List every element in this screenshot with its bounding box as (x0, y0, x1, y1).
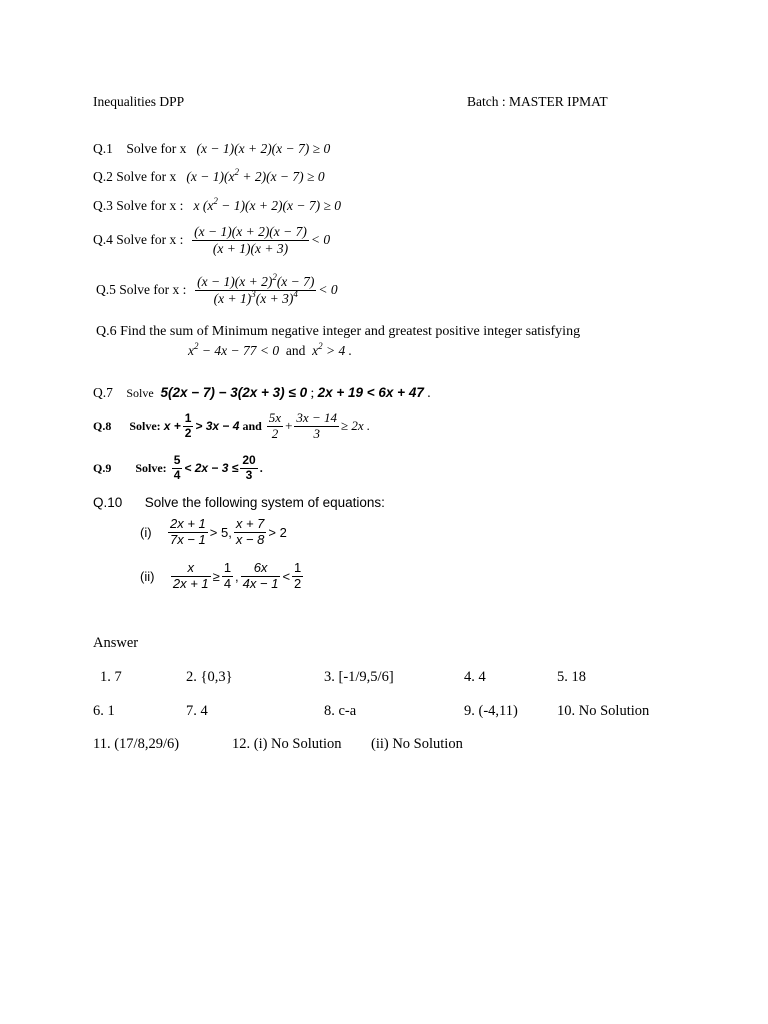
q10-text: Solve the following system of equations: (144, 495, 385, 510)
q9-label: Q.9 (93, 460, 112, 475)
q2-expression: $(x - 1)(x^2 + 2)(x - 7) \ge 0$ (186, 167, 325, 184)
answer-10: 10. No Solution (557, 703, 650, 719)
answer-3: 3. [-1/9,5/6] (324, 669, 394, 685)
question-8: Q.8 Solve: x + $\frac{1}{2}$ > 3x − 4 and $\frac{5x}{2}$ + $\frac{3x - 14}{3}$ ≥ 2x . (93, 410, 371, 441)
q8-solve: Solve: (129, 418, 161, 433)
q4-label: Q.4 Solve for x : (93, 232, 184, 248)
q8-fraction-1: $\frac{1}{2}$ (184, 411, 192, 440)
answer-9: 9. (-4,11) (464, 703, 518, 719)
answer-12-ii: (ii) No Solution (371, 736, 463, 752)
question-3 (93, 198, 341, 214)
answer-heading: Answer (93, 635, 139, 651)
answer-1: 1. 7 (100, 669, 122, 685)
q9-solve: Solve: (135, 460, 167, 475)
q5-relation: < 0 (318, 282, 338, 298)
question-10-part-i: (i) $\frac{2x + 1}{7x - 1}$ > 5, $\frac{x + 7}{x - 8}$ > 2 (140, 516, 287, 547)
question-6-conditions (188, 343, 352, 359)
answer-7: 7. 4 (186, 703, 208, 719)
q8-label: Q.8 (93, 418, 112, 433)
question-6-text: Q.6 Find the sum of Minimum negative integer and greatest positive integer satisfying (96, 324, 581, 339)
q1-text: Solve for x (126, 141, 187, 156)
q4-fraction: $\frac{(x - 1)(x + 2)(x - 7)}{(x + 1)(x + 3)}$ (194, 224, 307, 256)
q5-fraction: $\frac{(x - 1)(x + 2)^2(x - 7)}{(x + 1)^3(x + 3)^4}$ (197, 272, 315, 306)
q9-fraction-2: $\frac{20}{3}$ (242, 453, 256, 482)
q1-label: Q.1 (93, 141, 113, 156)
q2-label: Q.2 Solve for x (93, 169, 177, 184)
q8-fraction-2: $\frac{5x}{2}$ (268, 410, 282, 441)
question-10-part-ii: (ii) $\frac{x}{2x + 1}$ ≥ $\frac{1}{4}$ , $\frac{6x}{4x - 1}$ < $\frac{1}{2}$ (140, 560, 302, 591)
q7-expression-2: 2x + 19 < 6x + 47 (317, 385, 424, 400)
q4-relation: < 0 (310, 232, 331, 248)
answer-2: 2. {0,3} (186, 669, 233, 685)
q10i-fraction-2: $\frac{x + 7}{x - 8}$ (235, 516, 265, 547)
q6-and: and (285, 343, 306, 358)
q8-fraction-3: $\frac{3x - 14}{3}$ (296, 410, 337, 441)
answer-12-i: 12. (i) No Solution (232, 736, 342, 752)
q10ii-fraction-4: $\frac{1}{2}$ (294, 560, 302, 591)
question-5 (96, 274, 338, 306)
answer-4: 4. 4 (464, 669, 486, 685)
question-2 (93, 169, 325, 185)
q5-label: Q.5 Solve for x : (96, 282, 187, 298)
q7-label: Q.7 (93, 385, 113, 400)
q6-expression-2: $x^2 > 4$ . (312, 341, 352, 358)
q10ii-fraction-3: $\frac{6x}{4x - 1}$ (242, 560, 279, 591)
q3-expression: x $(x^2 - 1)(x + 2)(x - 7) \ge 0$ (193, 196, 342, 213)
q10ii-fraction-1: $\frac{x}{2x + 1}$ (172, 560, 209, 591)
q3-label: Q.3 Solve for x : (93, 198, 184, 213)
q7-expression-1: 5(2x − 7) − 3(2x + 3) ≤ 0 (160, 385, 308, 400)
question-1 (93, 141, 330, 157)
q7-solve: Solve (126, 386, 154, 400)
answer-11: 11. (17/8,29/6) (93, 736, 180, 752)
q1-expression: (x − 1)(x + 2)(x − 7) ≥ 0 (196, 141, 331, 156)
answer-8: 8. c-a (324, 703, 357, 719)
batch-label: Batch : MASTER IPMAT (467, 94, 608, 109)
q6-expression-1: $x^2 - 4x - 77 < 0$ (188, 341, 280, 358)
question-4 (93, 224, 330, 256)
question-10 (93, 495, 385, 510)
question-7: Q.7 Solve 5(2x − 7) − 3(2x + 3) ≤ 0 ; 2x + 19 < 6x + 47 . (93, 385, 431, 400)
question-9: Q.9 Solve: $\frac{5}{4}$ < 2x − 3 ≤ $\frac{20}{3}$ . (93, 453, 263, 482)
q10ii-fraction-2: $\frac{1}{4}$ (223, 560, 232, 591)
answer-6: 6. 1 (93, 703, 115, 719)
q9-fraction-1: $\frac{5}{4}$ (173, 453, 181, 482)
answer-5: 5. 18 (557, 669, 586, 685)
doc-title: Inequalities DPP (93, 94, 185, 109)
q10-label: Q.10 (93, 495, 123, 510)
q10i-fraction-1: $\frac{2x + 1}{7x - 1}$ (170, 516, 206, 547)
